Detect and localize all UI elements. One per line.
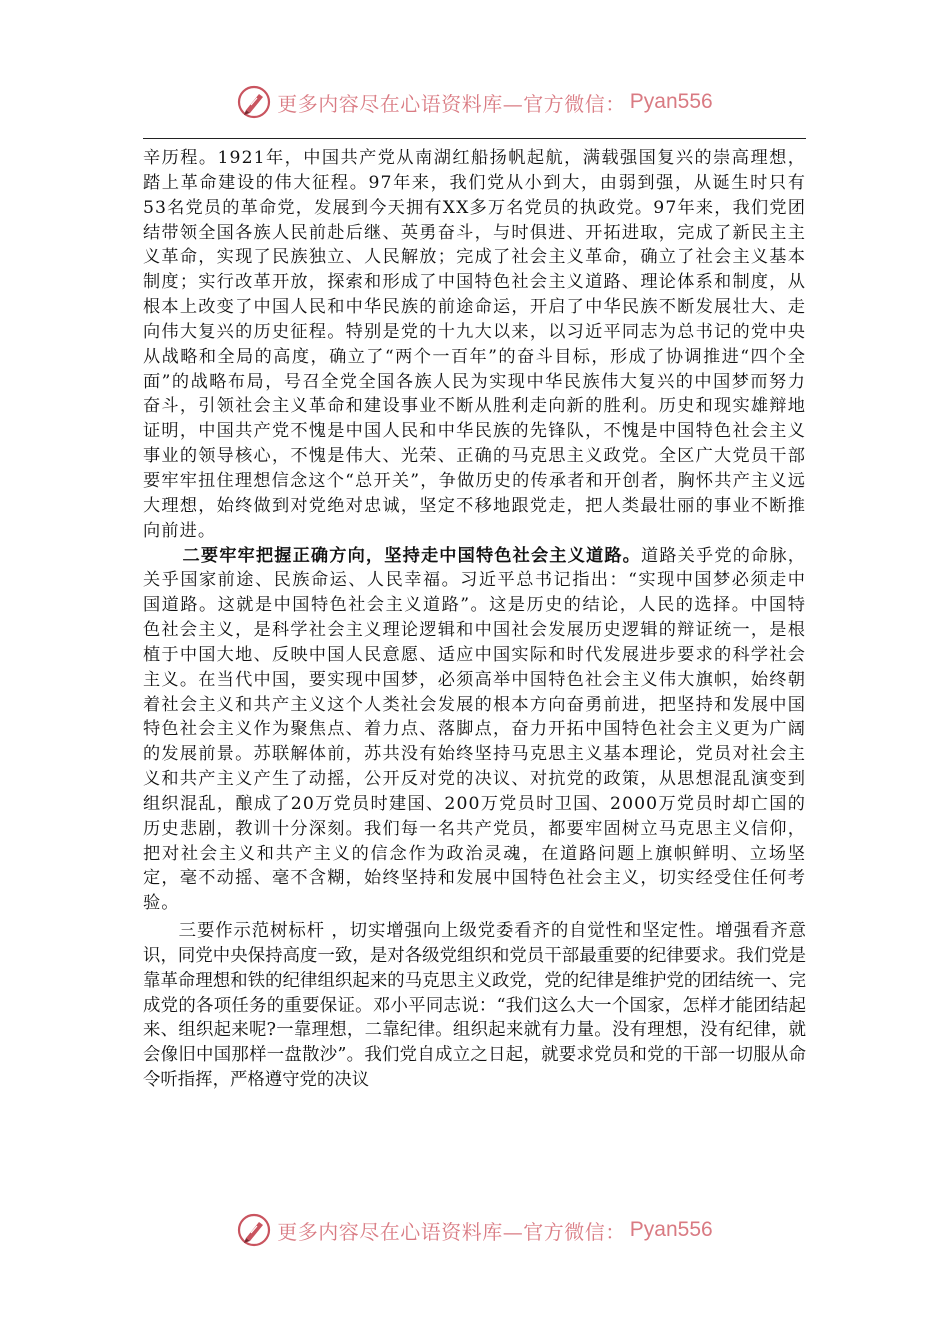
header-divider — [143, 138, 806, 139]
footer-wechat-id: Pyan556 — [629, 1218, 713, 1241]
footer-banner — [0, 1210, 950, 1250]
paragraph-3-body: 三要作示范树标杆 ，切实增强向上级党委看齐的自觉性和坚定性。增强看齐意识，同党中央保持高度一致，是对各级党组织和党员干部最重要的纪律要求。我们党是靠革命理想和铁的纪律组织起来的马克思主义政党，党的纪律是维护党的团结统一、完成党的各项任务的重要保证。邓小平同志说：“我们这么大一个国家，怎样才能团结起来、组织起来呢?一靠理想，二靠纪律。组织起来就有力量。没有理想，没有纪律，就会像旧中国那样一盘散沙”。我们党自成立之日起，就要求党员和党的干部一切服从命令听指挥，严格遵守党的决议 — [143, 921, 806, 1090]
pen-logo-icon — [237, 1213, 271, 1247]
footer-banner-text: 更多内容尽在心语资料库—官方微信： — [277, 1219, 626, 1244]
pen-logo-icon — [237, 85, 271, 119]
paragraph-2-lead: 二要牢牢把握正确方向，坚持走中国特色社会主义道路。 — [182, 545, 641, 566]
header-wechat-id: Pyan556 — [629, 90, 713, 113]
body-text — [143, 146, 806, 1093]
header-banner-text: 更多内容尽在心语资料库—官方微信： — [277, 91, 626, 116]
paragraph-2 — [143, 544, 806, 917]
paragraph-1 — [143, 146, 806, 544]
paragraph-2-body: 道路关乎党的命脉，关乎国家前途、民族命运、人民幸福。习近平总书记指出：“实现中国梦必须走中国道路。这就是中国特色社会主义道路”。这是历史的结论，人民的选择。中国特色社会主义，是科学社会主义理论逻辑和中国社会发展历史逻辑的辩证统一，是根植于中国大地、反映中国人民意愿、适应中国实际和时代发展进步要求的科学社会主义。在当代中国，要实现中国梦，必须高举中国特色社会主义伟大旗帜，始终朝着社会主义和共产主义这个人类社会发展的根本方向奋勇前进，把坚持和发展中国特色社会主义作为聚焦点、着力点、落脚点，奋力开拓中国特色社会主义更为广阔的发展前景。苏联解体前，苏共没有始终坚持马克思主义基本理论，党员对社会主义和共产主义产生了动摇，公开反对党的决议、对抗党的政策，从思想混乱演变到组织混乱，酿成了20万党员时建国、200万党员时卫国、2000万党员时却亡国的历史悲剧，教训十分深刻。我们每一名共产党员，都要牢固树立马克思主义信仰，把对社会主义和共产主义的信念作为政治灵魂，在道路问题上旗帜鲜明、立场坚定，毫不动摇、毫不含糊，始终坚持和发展中国特色社会主义，切实经受住任何考验。 — [143, 545, 806, 914]
header-banner — [0, 82, 950, 122]
paragraph-3 — [143, 919, 806, 1093]
paragraph-1-body: 辛历程。1921年，中国共产党从南湖红船扬帆起航，满载强国复兴的崇高理想，踏上革命建设的伟大征程。97年来，我们党从小到大，由弱到强，从诞生时只有53名党员的革命党，发展到今天拥有XX多万名党员的执政党。97年来，我们党团结带领全国各族人民前赴后继、英勇奋斗，与时俱进、开拓进取，完成了新民主主义革命，实现了民族独立、人民解放；完成了社会主义革命，确立了社会主义基本制度；实行改革开放，探索和形成了中国特色社会主义道路、理论体系和制度，从根本上改变了中国人民和中华民族的前途命运，开启了中华民族不断发展壮大、走向伟大复兴的历史征程。特别是党的十九大以来，以习近平同志为总书记的党中央从战略和全局的高度，确立了“两个一百年”的奋斗目标，形成了协调推进“四个全面”的战略布局，号召全党全国各族人民为实现中华民族伟大复兴的中国梦而努力奋斗，引领社会主义革命和建设事业不断从胜利走向新的胜利。历史和现实雄辩地证明，中国共产党不愧是中国人民和中华民族的先锋队，不愧是中国特色社会主义事业的领导核心，不愧是伟大、光荣、正确的马克思主义政党。全区广大党员干部要牢牢扭住理想信念这个“总开关”，争做历史的传承者和开创者，胸怀共产主义远大理想，始终做到对党绝对忠诚，坚定不移地跟党走，把人类最壮丽的事业不断推向前进。 — [143, 148, 806, 541]
